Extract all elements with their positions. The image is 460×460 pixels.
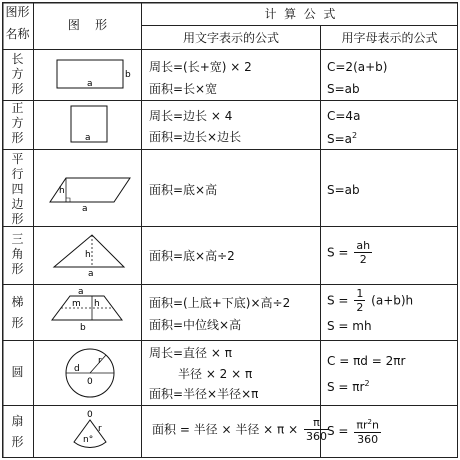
parallelogram-area-text: 面积=底×高 [149,183,218,197]
name-char: 四 [11,182,24,196]
rectangle-perimeter-letter: C=2(a+b) [327,60,388,74]
sector-label-n: n° [83,435,94,445]
row-triangle-name [2,232,33,277]
sector-letter-fraction [354,416,381,446]
rectangle-area-letter: S=ab [327,82,360,96]
trapezoid-label-m: m [72,299,81,309]
circle-label-r: r [98,356,102,366]
fraction-denominator: 2 [356,301,364,314]
rectangle-figure [34,50,141,100]
sector-area-letter [327,416,383,446]
fraction-numerator: 1 [356,287,364,300]
parallelogram-area-letter: S=ab [327,183,360,197]
square-area-letter [327,128,357,147]
sector-area-text [152,416,331,443]
name-char: 行 [11,167,24,181]
trapezoid-fraction [354,287,365,314]
parallelogram-figure [34,150,141,226]
header-letter-formula: 用字母表示的公式 [341,31,438,45]
name-char: 形 [11,212,24,226]
triangle-fraction [354,239,372,266]
row-circle-name [2,365,33,380]
circle-area-text: 面积=半径×半径×π [149,387,259,401]
rectangle-perimeter-text: 周长=(长+宽) × 2 [149,60,252,74]
trapezoid-area-letter-2: S = mh [327,319,372,333]
triangle-area-text: 面积=底×高÷2 [149,249,235,263]
trapezoid-area-letter-1 [327,287,413,314]
trapezoid-figure [34,285,141,340]
triangle-area-letter [327,239,374,266]
sector-text-fraction [304,416,329,443]
parallelogram-label-a: a [82,204,88,214]
circle-area-exponent: 2 [364,379,370,388]
trapezoid-letter-prefix: S = [327,293,349,308]
name-char: 形 [11,131,24,145]
trapezoid-letter-suffix: (a+b)h [371,293,414,308]
sector-text-prefix: 面积 = 半径 × 半径 × π × [152,422,299,437]
circle-area-base: S = πr [327,380,365,394]
square-figure [34,101,141,149]
row-trapezoid-name [2,295,33,331]
name-char: 扇 [11,414,24,428]
circle-perimeter-text: 周长=直径 × π [149,346,232,360]
sector-label-o: 0 [87,410,93,420]
parallelogram-label-h: h [59,186,65,196]
trapezoid-label-a: a [78,287,84,297]
fraction-denominator: 2 [359,253,367,266]
triangle-letter-prefix: S = [327,245,349,260]
fraction-numerator: ah [356,239,371,252]
square-area-base: S=a [327,132,353,146]
trapezoid-label-b: b [80,323,86,333]
row-square-name [2,101,33,146]
name-char: 形 [11,316,24,330]
name-char: 长 [11,52,24,66]
trapezoid-area-text-2: 面积=中位线×高 [149,318,242,332]
row-sector-name [2,414,33,450]
triangle-figure [34,227,141,284]
square-area-exponent: 2 [352,131,358,140]
circle-perimeter-text-2: 半径 × 2 × π [178,367,253,381]
header-formulas: 计 算 公 式 [264,7,336,21]
sector-letter-prefix: S = [327,423,349,438]
header-text-formula: 用文字表示的公式 [182,31,279,45]
right-angle-mark [66,198,70,202]
name-char: 边 [11,197,24,211]
header-figure: 图 形 [67,18,108,32]
row-rectangle-name [2,52,33,97]
name-char: 形 [11,262,24,276]
fraction-numerator: π [304,416,329,430]
name-char: 方 [11,67,24,81]
triangle-label-h: h [85,250,91,260]
header-name-line2: 名称 [5,27,30,41]
name-char: 方 [11,116,24,130]
name-char: 平 [11,152,24,166]
rectangle-area-text: 面积=长×宽 [149,82,218,96]
circle-area-letter [327,376,370,395]
formula-table [2,2,458,458]
trapezoid-label-h: h [94,299,100,309]
numerator-base: πr [356,418,368,432]
square-perimeter-text: 周长=边长 × 4 [149,109,233,123]
name-char: 形 [11,82,24,96]
circle-label-d: d [74,364,80,374]
name-char: 角 [11,247,24,261]
name-char: 三 [11,232,24,246]
name-char: 梯 [11,295,24,309]
rectangle-label-b: b [125,70,131,80]
rectangle-label-a: a [87,79,93,89]
row-parallelogram-name [2,152,33,227]
name-char: 正 [11,101,24,115]
sector-label-r: r [98,424,102,434]
numerator-exponent: 2 [367,418,372,426]
circle-label-o: 0 [87,377,93,387]
circle-perimeter-letter: C = πd = 2πr [327,354,406,368]
fraction-denominator: 360 [357,432,379,446]
header-name-line1: 图形 [5,5,30,19]
name-char: 形 [11,435,24,449]
triangle-label-a: a [88,269,94,279]
square-label-a: a [85,133,91,143]
trapezoid-area-text-1: 面积=(上底+下底)×高÷2 [149,296,291,310]
square-perimeter-letter: C=4a [327,109,361,123]
header-name-cell [2,5,33,49]
sector-figure [34,406,141,458]
square-area-text: 面积=边长×边长 [149,130,242,144]
numerator-n: n [371,418,379,432]
fraction-numerator [354,416,381,433]
circle-figure [34,341,141,405]
name-char: 圆 [11,365,24,379]
fraction-denominator: 360 [305,430,327,443]
